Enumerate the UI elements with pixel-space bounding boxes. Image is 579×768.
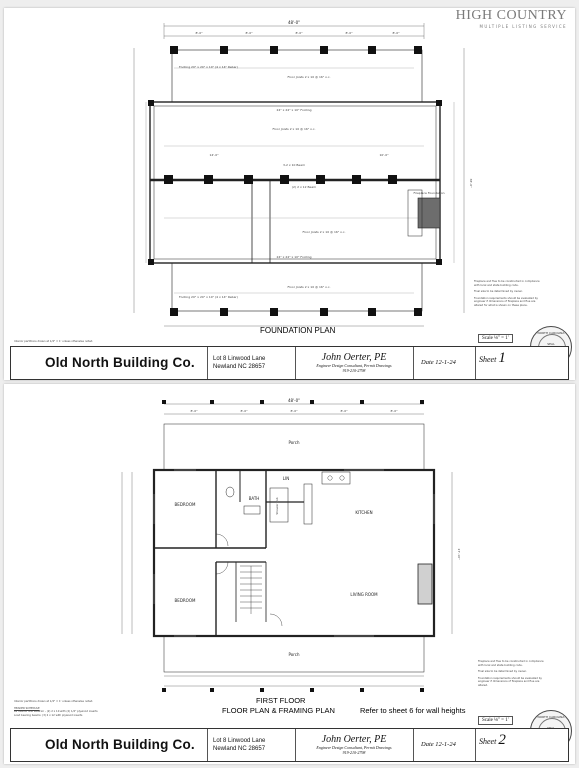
floor-framing-title: FLOOR PLAN & FRAMING PLAN bbox=[222, 706, 335, 715]
sheet2-note-left-2: HEADER SCHEDULE bbox=[14, 706, 40, 710]
joists-rear: Floor Joists 2 x 10 @ 16" o.c. bbox=[302, 230, 346, 234]
sheet-label-1: Sheet bbox=[479, 355, 497, 364]
overall-height-dim: 38'-0" bbox=[469, 178, 473, 188]
floor-bay-dim-2: 8'-0" bbox=[240, 409, 248, 413]
joists-front: Floor Joists 2 x 10 @ 16" o.c. bbox=[272, 127, 316, 131]
engineer-phone-2: 919-210-2798 bbox=[342, 750, 366, 755]
floor-bay-dim-3: 8'-0" bbox=[290, 409, 298, 413]
half-dim: 14'-0" bbox=[209, 153, 219, 157]
engineer-name-1: John Oerter, PE bbox=[321, 352, 387, 363]
lot-line-1-s1: Lot 8 Linwood Lane bbox=[213, 356, 266, 362]
girder-beam-label: (2) 2 x 12 Beam bbox=[291, 185, 317, 189]
date-value-2: 12-1-24 bbox=[435, 741, 456, 748]
title-block-2 bbox=[10, 728, 569, 762]
sheet2-note-left-1: Interior partitions drawn at 1/4" = 1' unless otherwise noted. bbox=[14, 700, 94, 703]
sheet2-notes-left bbox=[14, 700, 124, 717]
bedroom-2-label: BEDROOM bbox=[174, 598, 196, 603]
foundation-plan-drawing bbox=[4, 8, 575, 380]
floor-bay-dim-5: 8'-0" bbox=[390, 409, 398, 413]
lot-line-1-s2: Lot 8 Linwood Lane bbox=[213, 738, 266, 744]
beam-label: 3-2 x 10 Beam bbox=[282, 163, 306, 167]
sheet-value-1: 1 bbox=[498, 350, 506, 366]
engineer-title-1: Engineer Design Consultant, Permit Drawings bbox=[316, 363, 392, 368]
engineer-title-2: Engineer Design Consultant, Permit Drawings bbox=[316, 745, 392, 750]
sheet-value-2: 2 bbox=[498, 732, 506, 748]
date-label-2: Date bbox=[421, 741, 434, 748]
company-name-2: Old North Building Co. bbox=[45, 737, 195, 752]
date-2 bbox=[421, 741, 456, 748]
company-name-1: Old North Building Co. bbox=[45, 355, 195, 370]
porch-joists-bottom: Floor Joists 2 x 10 @ 16" o.c. bbox=[287, 285, 331, 289]
sheet2-note-right-1: Fireplace and flue to be constructed in compliance with local and state building code. bbox=[478, 660, 544, 667]
footing-label-top: Footing 20" x 20" x 10" (4 x 14" Rebar) bbox=[179, 65, 238, 69]
bay-dim-3: 8'-0" bbox=[295, 31, 303, 35]
sheet-number-2 bbox=[479, 732, 506, 749]
porch-bottom-label: Porch bbox=[288, 652, 300, 657]
title-block-1 bbox=[10, 346, 569, 380]
sheet1-note-2: Final size to be determined by owner. bbox=[474, 290, 523, 294]
bedroom-1-label: BEDROOM bbox=[174, 502, 196, 507]
mls-watermark bbox=[456, 8, 567, 29]
date-value-1: 12-1-24 bbox=[435, 359, 456, 366]
sheet1-notes-left: Interior partitions drawn at 1/4" = 1' unless otherwise noted. bbox=[14, 340, 94, 343]
sheet1-note-1: Fireplace and flue to be constructed in compliance with local and state building code. bbox=[474, 280, 540, 287]
watermark-subtitle: MULTIPLE LISTING SERVICE bbox=[479, 24, 567, 29]
sheet1-note-3: Foundation requirements should be evaluated by engineer if dimensions of fireplace and flue are altered for what is shown on these plans. bbox=[474, 296, 538, 307]
porch-top-label: Porch bbox=[288, 440, 300, 445]
sheet-2-first-floor-plan bbox=[4, 384, 575, 764]
sheet2-note-left-3: All interior and exterior - (2) 2 x 10 with (2) 1/2" plywood inserts bbox=[14, 710, 98, 714]
sheet-label-2: Sheet bbox=[479, 737, 497, 746]
bay-dim-2: 8'-0" bbox=[245, 31, 253, 35]
shower-tub-label: Shower Tub bbox=[275, 497, 279, 515]
sheet2-notes-right bbox=[478, 660, 546, 688]
floor-bay-dim-1: 8'-0" bbox=[190, 409, 198, 413]
sheet2-note-right-3: Foundation requirements should be evaluated by engineer if dimensions of fireplace and flue are altered. bbox=[478, 676, 542, 687]
sheet1-notes-right bbox=[474, 280, 544, 308]
sheet2-note-left-4: Load bearing beams: (3) 2 x 12 with plywood inserts bbox=[14, 713, 83, 717]
engineer-name-2: John Oerter, PE bbox=[321, 734, 387, 745]
fireplace-foundation-label: Fireplace Foundation bbox=[413, 191, 445, 195]
sheet-1-foundation-plan bbox=[4, 8, 575, 380]
kitchen-label: KITCHEN bbox=[355, 510, 373, 515]
living-room-label: LIVING ROOM bbox=[350, 592, 378, 597]
mid-dim: 10'-0" bbox=[379, 153, 389, 157]
floor-overall-height-dim: 27'-10" bbox=[457, 548, 461, 560]
lot-line-2-s1: Newland NC 28657 bbox=[213, 364, 266, 370]
footing-label-bottom: Footing 20" x 20" x 10" (4 x 14" Rebar) bbox=[179, 295, 238, 299]
linen-label: LIN bbox=[282, 476, 290, 481]
bay-dim-4: 8'-0" bbox=[345, 31, 353, 35]
lot-line-2-s2: Newland NC 28657 bbox=[213, 746, 266, 752]
seal-state-1: NORTH CAROLINA bbox=[537, 331, 565, 335]
wall-heights-note: Refer to sheet 6 for wall heights bbox=[360, 706, 466, 715]
girder-footing-bottom: 24" x 24" x 10" Footing bbox=[276, 255, 312, 259]
porch-joists-top: Floor Joists 2 x 10 @ 16" o.c. bbox=[287, 75, 331, 79]
date-1 bbox=[421, 359, 456, 366]
foundation-plan-title: FOUNDATION PLAN bbox=[260, 326, 336, 335]
engineer-phone-1: 919-210-2798 bbox=[342, 368, 366, 373]
bay-dim-1: 8'-0" bbox=[195, 31, 203, 35]
girder-footing-top: 24" x 24" x 10" Footing bbox=[276, 108, 312, 112]
date-label-1: Date bbox=[421, 359, 434, 366]
bay-dim-5: 8'-0" bbox=[392, 31, 400, 35]
overall-width-dim: 48'-0" bbox=[287, 20, 301, 25]
seal-word-1: SEAL bbox=[547, 342, 555, 346]
floor-overall-width-dim: 48'-0" bbox=[287, 398, 301, 403]
watermark-title: HIGH COUNTRY bbox=[455, 8, 567, 23]
sheet2-scale: Scale ⅛" = 1' bbox=[478, 716, 513, 725]
floor-bay-dim-4: 8'-0" bbox=[340, 409, 348, 413]
sheet1-scale: Scale ⅛" = 1' bbox=[478, 334, 513, 343]
seal-state-2: NORTH CAROLINA bbox=[537, 715, 565, 719]
sheet-number-1 bbox=[479, 350, 506, 367]
sheet2-note-right-2: Final size to be determined by owner. bbox=[478, 670, 527, 674]
first-floor-title: FIRST FLOOR bbox=[256, 696, 306, 705]
bath-label: BATH bbox=[248, 496, 260, 501]
